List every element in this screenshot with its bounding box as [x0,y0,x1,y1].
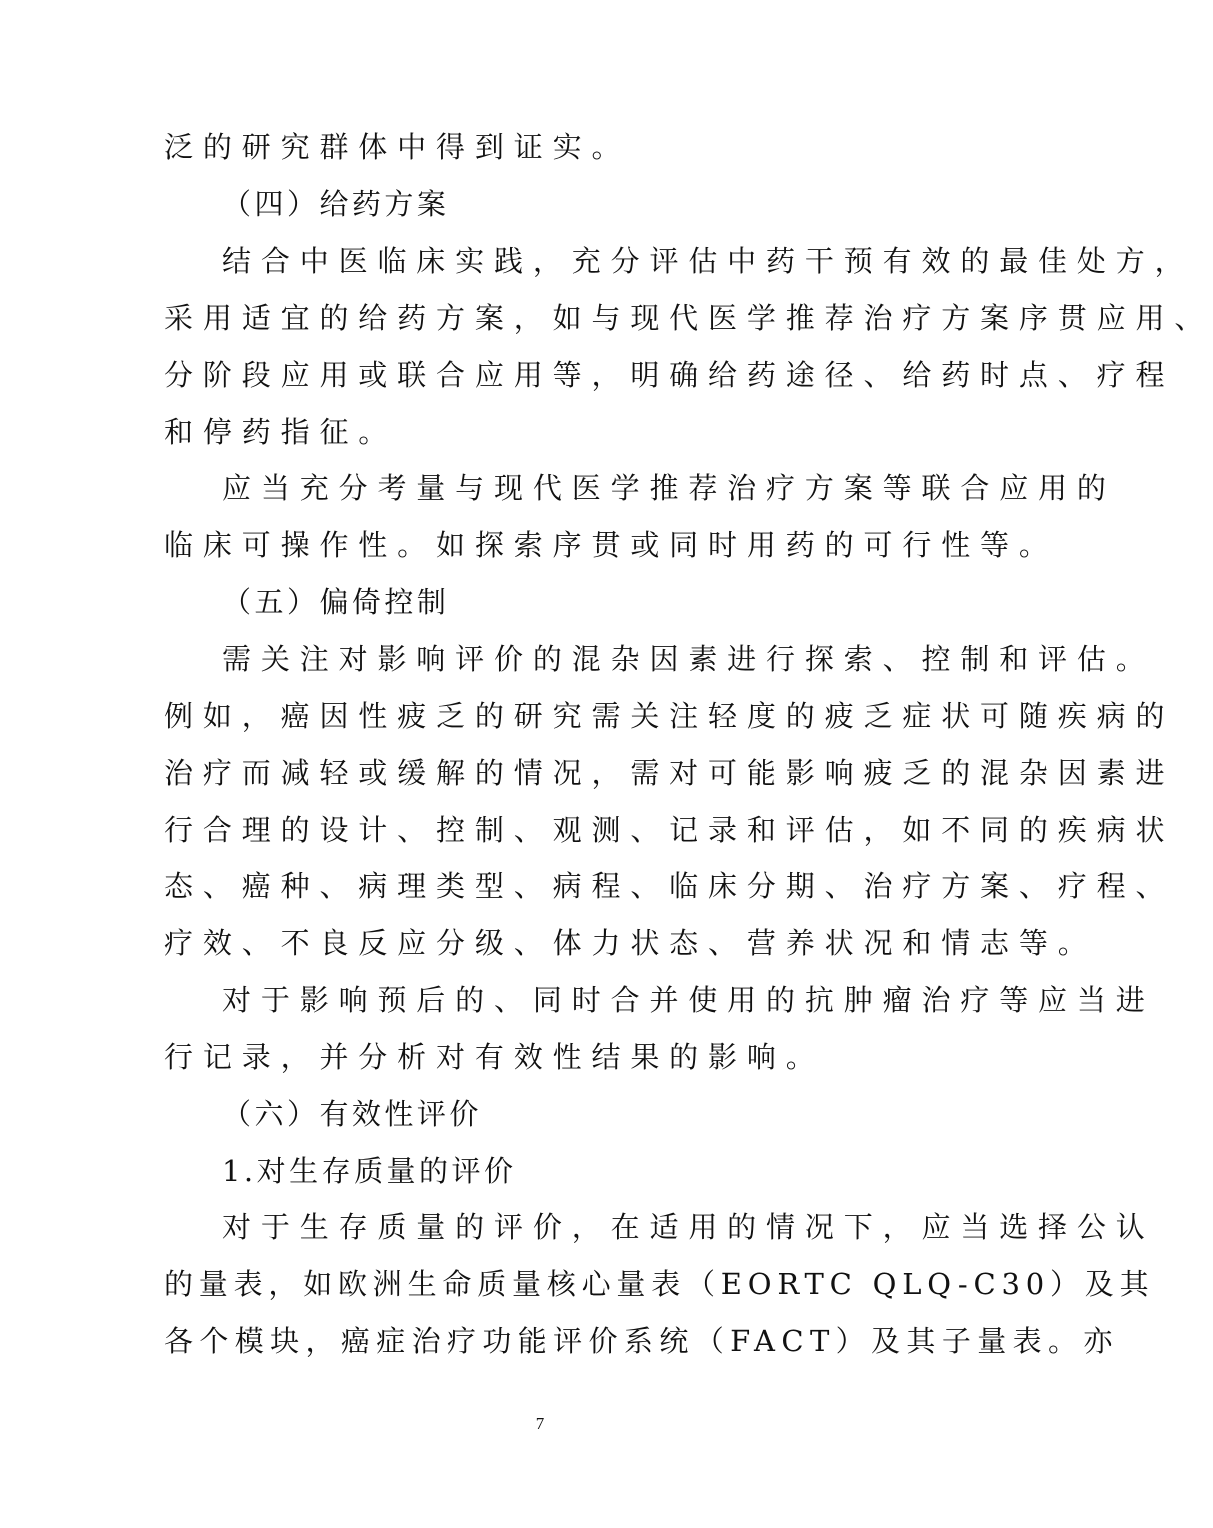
text-line: 采用适宜的给药方案，如与现代医学推荐治疗方案序贯应用、 [164,301,1213,335]
text-line: 和停药指征。 [164,415,398,449]
text-line: 对于生存质量的评价，在适用的情况下，应当选择公认 [222,1210,1155,1244]
text-line: 态、癌种、病理类型、病程、临床分期、治疗方案、疗程、 [164,869,1175,903]
text-line: 的量表，如欧洲生命质量核心量表（EORTC QLQ-C30）及其 [164,1267,1155,1301]
text-line: 泛的研究群体中得到证实。 [164,130,631,164]
text-line: 例如，癌因性疲乏的研究需关注轻度的疲乏症状可随疾病的 [164,699,1175,733]
section-heading-5: （五）偏倚控制 [222,585,450,619]
text-line: 各个模块，癌症治疗功能评价系统（FACT）及其子量表。亦 [164,1324,1119,1358]
text-line: 应当充分考量与现代医学推荐治疗方案等联合应用的 [222,471,1116,505]
text-line: 治疗而减轻或缓解的情况，需对可能影响疲乏的混杂因素进 [164,756,1175,790]
text-line: 结合中医临床实践，充分评估中药干预有效的最佳处方， [222,244,1194,278]
subsection-heading-1: 1.对生存质量的评价 [222,1154,517,1188]
page-number: 7 [535,1414,545,1433]
section-heading-4: （四）给药方案 [222,187,450,221]
text-line: 行合理的设计、控制、观测、记录和评估，如不同的疾病状 [164,813,1175,847]
section-heading-6: （六）有效性评价 [222,1097,482,1131]
text-line: 对于影响预后的、同时合并使用的抗肿瘤治疗等应当进 [222,983,1155,1017]
text-line: 行记录，并分析对有效性结果的影响。 [164,1040,825,1074]
text-line: 疗效、不良反应分级、体力状态、营养状况和情志等。 [164,926,1097,960]
text-line: 需关注对影响评价的混杂因素进行探索、控制和评估。 [222,642,1155,676]
text-line: 临床可操作性。如探索序贯或同时用药的可行性等。 [164,528,1058,562]
text-line: 分阶段应用或联合应用等，明确给药途径、给药时点、疗程 [164,358,1175,392]
